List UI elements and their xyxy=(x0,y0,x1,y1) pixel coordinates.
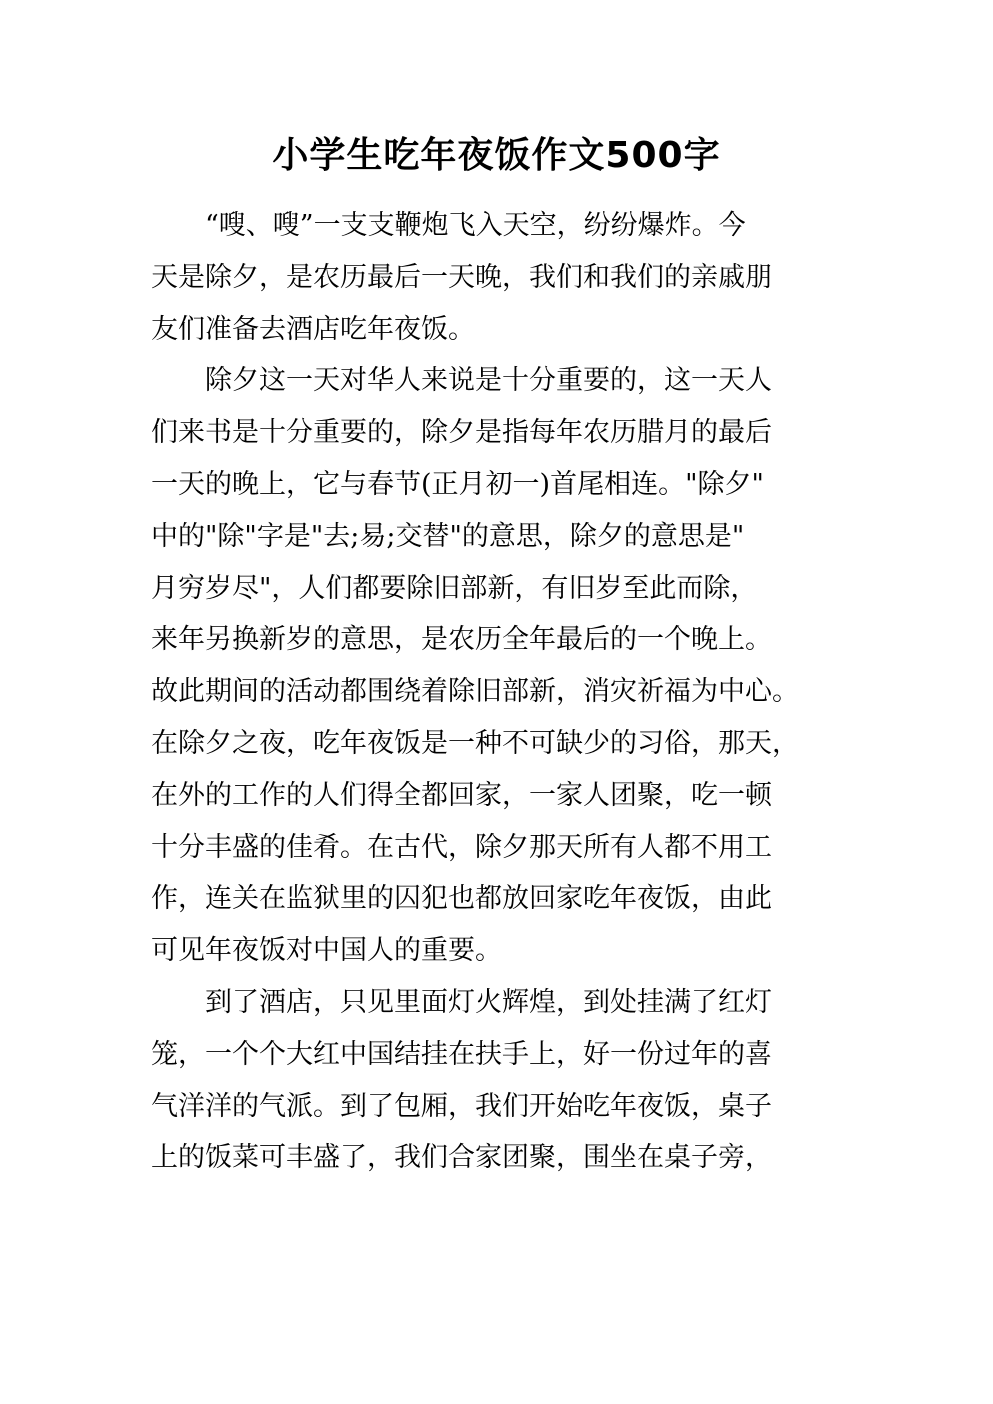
document-body xyxy=(151,200,851,1184)
text-line: 来年另换新岁的意思，是农历全年最后的一个晚上。 xyxy=(151,624,772,656)
document-title: 小学生吃年夜饭作文500字 xyxy=(272,135,721,176)
text-line: 可见年夜饭对中国人的重要。 xyxy=(151,935,502,967)
text-line: 气洋洋的气派。到了包厢，我们开始吃年夜饭，桌子 xyxy=(151,1090,772,1122)
text-line: “嗖、嗖”一支支鞭炮飞入天空，纷纷爆炸。今 xyxy=(151,210,746,241)
text-line: 一天的晚上，它与春节(正月初一)首尾相连。"除夕" xyxy=(151,468,764,500)
text-line: 中的"除"字是"去;易;交替"的意思，除夕的意思是" xyxy=(151,520,745,552)
text-line: 十分丰盛的佳肴。在古代，除夕那天所有人都不用工 xyxy=(151,831,772,863)
text-line: 们来书是十分重要的，除夕是指每年农历腊月的最后 xyxy=(151,417,772,449)
text-line: 除夕这一天对华人来说是十分重要的，这一天人 xyxy=(151,365,772,397)
text-line: 笼，一个个大红中国结挂在扶手上，好一份过年的喜 xyxy=(151,1038,772,1070)
text-line: 在除夕之夜，吃年夜饭是一种不可缺少的习俗，那天， xyxy=(151,727,799,759)
text-line: 到了酒店，只见里面灯火辉煌，到处挂满了红灯 xyxy=(151,986,772,1018)
text-line: 月穷岁尽"，人们都要除旧部新，有旧岁至此而除， xyxy=(151,572,758,604)
text-line: 在外的工作的人们得全都回家，一家人团聚，吃一顿 xyxy=(151,779,772,811)
text-line: 故此期间的活动都围绕着除旧部新，消灾祈福为中心。 xyxy=(151,676,799,708)
text-line: 上的饭菜可丰盛了，我们合家团聚，围坐在桌子旁， xyxy=(151,1142,772,1174)
text-line: 友们准备去酒店吃年夜饭。 xyxy=(151,313,475,345)
text-line: 作，连关在监狱里的囚犯也都放回家吃年夜饭，由此 xyxy=(151,883,772,915)
text-line: 天是除夕，是农历最后一天晚，我们和我们的亲戚朋 xyxy=(151,261,772,293)
